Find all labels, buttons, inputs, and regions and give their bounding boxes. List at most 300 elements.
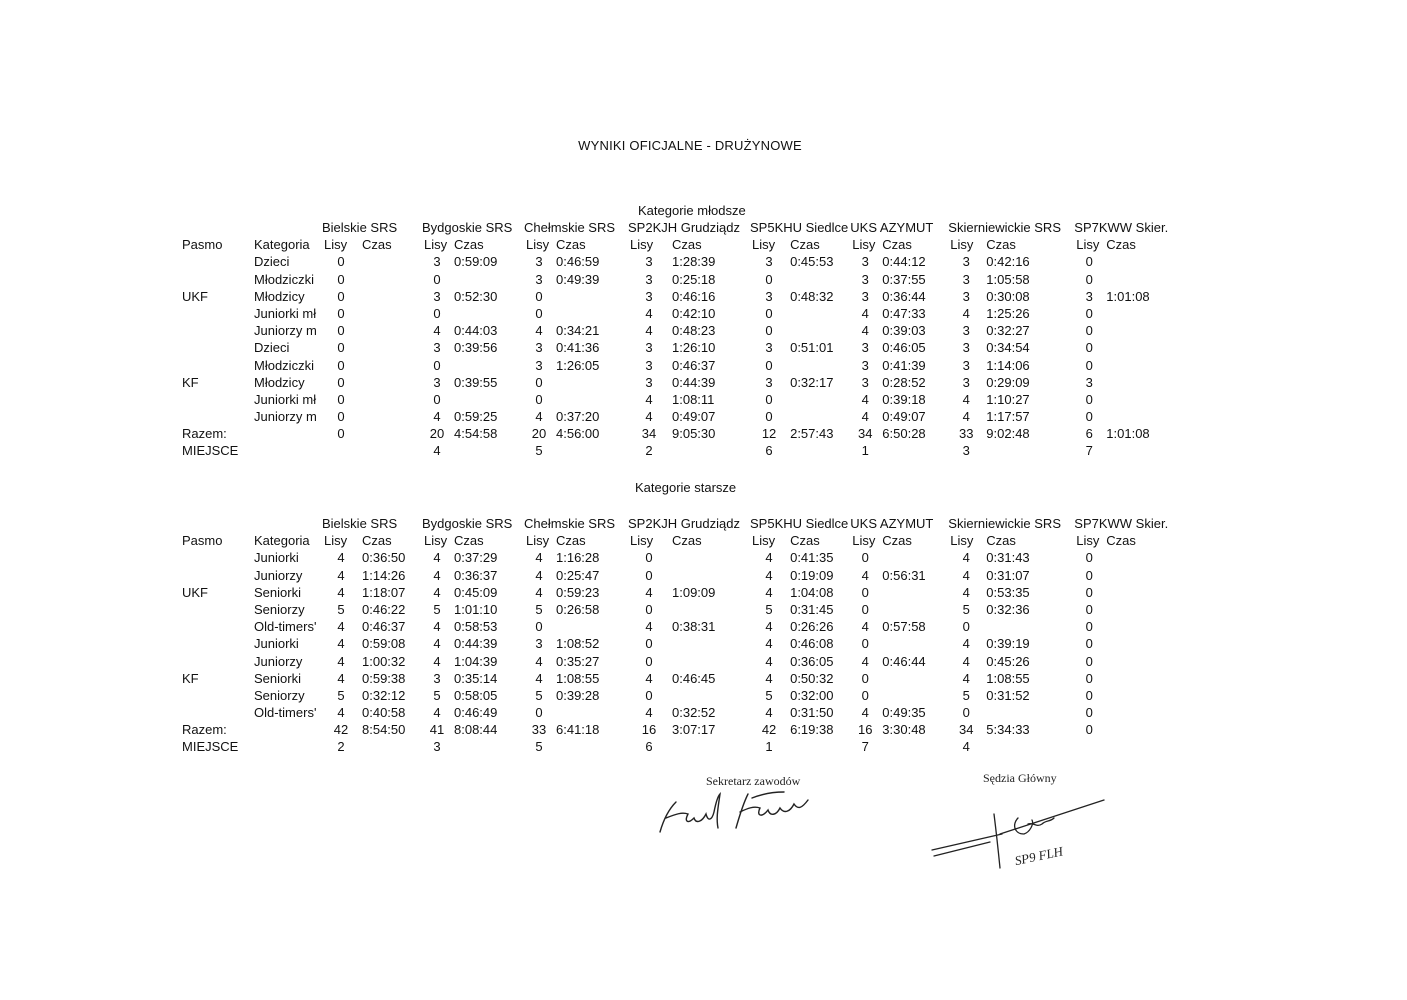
lisy-cell: 0 [1085, 323, 1093, 339]
old-results-table [180, 513, 1172, 755]
czas-cell [670, 687, 750, 704]
czas-cell: 1:04:39 [454, 653, 498, 669]
czas-cell: 0:32:00 [790, 687, 834, 703]
lisy-cell: 3 [535, 636, 543, 652]
table-row [180, 566, 1172, 583]
kategoria-cell: Seniorzy [254, 687, 305, 703]
razem-czas: 2:57:43 [790, 426, 834, 442]
czas-cell: 0:45:53 [790, 254, 834, 270]
czas-cell: 0:31:07 [986, 567, 1030, 583]
lisy-cell: 3 [433, 340, 441, 356]
kategoria-cell: Juniorzy m [254, 323, 317, 339]
czas-header: Czas [556, 533, 586, 549]
czas-cell: 1:08:52 [556, 636, 600, 652]
kategoria-cell: Old-timers' [254, 705, 317, 721]
czas-cell: 1:28:39 [672, 254, 716, 270]
razem-czas: 8:08:44 [454, 722, 498, 738]
czas-cell: 0:53:35 [986, 584, 1030, 600]
czas-cell: 1:10:27 [986, 391, 1030, 407]
czas-cell [1104, 322, 1172, 339]
lisy-cell: 0 [645, 601, 653, 617]
pasmo-cell [180, 549, 252, 566]
czas-cell: 0:51:01 [790, 340, 834, 356]
czas-cell: 0:46:37 [362, 619, 406, 635]
czas-cell: 0:58:05 [454, 687, 498, 703]
pasmo-cell: UKF [182, 288, 208, 304]
lisy-cell: 3 [765, 254, 773, 270]
czas-cell [360, 391, 422, 408]
lisy-cell: 0 [1085, 271, 1093, 287]
razem-lisy: 0 [337, 426, 345, 442]
lisy-cell: 4 [962, 653, 970, 669]
lisy-header: Lisy [950, 533, 974, 549]
team-name: Chełmskie SRS [524, 516, 616, 531]
lisy-cell: 0 [1085, 409, 1093, 425]
czas-cell: 0:36:05 [790, 653, 834, 669]
table-row [180, 270, 1172, 287]
czas-header: Czas [672, 533, 702, 549]
kategoria-cell: Seniorki [254, 670, 301, 686]
team-name: Bydgoskie SRS [422, 220, 513, 235]
lisy-cell: 3 [433, 288, 441, 304]
lisy-cell: 3 [962, 357, 970, 373]
lisy-cell: 0 [1085, 584, 1093, 600]
czas-cell: 0:39:18 [882, 391, 926, 407]
czas-header: Czas [362, 237, 392, 253]
lisy-cell: 0 [1085, 305, 1093, 321]
lisy-cell: 0 [535, 288, 543, 304]
lisy-cell: 3 [861, 271, 869, 287]
miejsce-value: 4 [433, 443, 441, 459]
table-row [180, 339, 1172, 356]
lisy-cell: 3 [861, 288, 869, 304]
razem-czas: 3:30:48 [882, 722, 926, 738]
lisy-header: Lisy [752, 237, 776, 253]
table-row [180, 374, 1172, 391]
razem-row [180, 425, 1172, 442]
razem-label: Razem: [182, 426, 227, 442]
czas-cell [670, 601, 750, 618]
czas-cell [1104, 670, 1172, 687]
lisy-cell: 4 [433, 567, 441, 583]
razem-lisy: 16 [641, 722, 657, 738]
lisy-cell: 4 [962, 584, 970, 600]
czas-cell: 0:44:03 [454, 323, 498, 339]
miejsce-value: 4 [962, 739, 970, 755]
team-name: UKS AZYMUT [850, 220, 934, 235]
pasmo-cell [180, 635, 252, 652]
razem-label: Razem: [182, 722, 227, 738]
miejsce-value: 7 [1085, 443, 1093, 459]
czas-header: Czas [1106, 237, 1136, 253]
pasmo-cell [180, 339, 252, 356]
pasmo-cell [180, 408, 252, 425]
lisy-cell: 3 [1085, 288, 1093, 304]
lisy-header: Lisy [752, 533, 776, 549]
miejsce-value: 3 [962, 443, 970, 459]
pasmo-cell [180, 305, 252, 322]
spacer-cell [1104, 738, 1172, 755]
miejsce-value: 6 [765, 443, 773, 459]
czas-cell: 0:30:08 [986, 288, 1030, 304]
czas-cell: 0:25:18 [672, 271, 716, 287]
lisy-cell: 0 [861, 670, 869, 686]
kategoria-header: Kategoria [254, 533, 310, 549]
czas-cell: 0:58:53 [454, 619, 498, 635]
lisy-cell: 3 [645, 271, 653, 287]
lisy-cell: 0 [337, 254, 345, 270]
lisy-cell: 0 [535, 391, 543, 407]
lisy-cell: 4 [535, 670, 543, 686]
lisy-cell: 0 [433, 391, 441, 407]
razem-lisy: 41 [429, 722, 445, 738]
spacer-cell [252, 425, 322, 442]
lisy-cell: 4 [861, 305, 869, 321]
lisy-cell: 0 [337, 288, 345, 304]
lisy-cell: 4 [765, 619, 773, 635]
czas-cell [880, 687, 948, 704]
spacer-cell [554, 442, 628, 459]
kategoria-cell: Seniorki [254, 584, 301, 600]
lisy-header: Lisy [950, 237, 974, 253]
czas-cell: 0:32:12 [362, 687, 406, 703]
czas-cell [788, 391, 850, 408]
lisy-cell: 4 [645, 323, 653, 339]
czas-cell [452, 270, 524, 287]
pasmo-cell [180, 618, 252, 635]
lisy-cell: 4 [861, 567, 869, 583]
lisy-cell: 4 [962, 567, 970, 583]
pasmo-cell [180, 687, 252, 704]
lisy-cell: 4 [433, 619, 441, 635]
lisy-cell: 3 [645, 357, 653, 373]
spacer-cell [360, 442, 422, 459]
lisy-cell: 4 [337, 567, 345, 583]
czas-cell [880, 584, 948, 601]
lisy-cell: 4 [861, 619, 869, 635]
team-name: SP5KHU Siedlce [750, 220, 849, 235]
razem-row [180, 721, 1172, 738]
czas-header: Czas [454, 533, 484, 549]
razem-lisy: 42 [333, 722, 349, 738]
czas-cell [1104, 391, 1172, 408]
czas-cell: 0:34:21 [556, 323, 600, 339]
czas-cell: 0:36:37 [454, 567, 498, 583]
lisy-cell: 4 [535, 550, 543, 566]
kategoria-cell: Juniorki mł [254, 305, 317, 321]
czas-header: Czas [454, 237, 484, 253]
lisy-cell: 5 [433, 601, 441, 617]
razem-lisy: 16 [858, 722, 873, 738]
czas-cell [1104, 652, 1172, 669]
lisy-cell: 0 [337, 271, 345, 287]
lisy-cell: 0 [1085, 670, 1093, 686]
czas-cell [984, 704, 1074, 721]
razem-lisy: 42 [761, 722, 777, 738]
czas-cell: 0:39:28 [556, 687, 600, 703]
lisy-cell: 0 [861, 601, 869, 617]
czas-cell [1104, 339, 1172, 356]
czas-cell: 0:26:58 [556, 601, 600, 617]
spacer-cell [452, 738, 524, 755]
czas-header: Czas [882, 533, 912, 549]
lisy-cell: 4 [337, 584, 345, 600]
razem-czas: 6:19:38 [790, 722, 834, 738]
czas-cell [788, 356, 850, 373]
lisy-cell: 4 [861, 391, 869, 407]
czas-cell: 0:48:32 [790, 288, 834, 304]
czas-cell [1104, 305, 1172, 322]
lisy-cell: 4 [433, 409, 441, 425]
old-categories-caption: Kategorie starsze [635, 480, 737, 495]
czas-cell: 0:41:35 [790, 550, 834, 566]
lisy-cell: 4 [645, 391, 653, 407]
czas-cell [360, 288, 422, 305]
czas-cell [1104, 270, 1172, 287]
young-categories-caption: Kategorie młodsze [638, 203, 746, 218]
kategoria-cell: Dzieci [254, 340, 290, 356]
miejsce-value: 3 [433, 739, 441, 755]
pasmo-cell [180, 356, 252, 373]
miejsce-value: 7 [861, 739, 869, 755]
column-header-row [180, 236, 1172, 253]
kategoria-cell: Old-timers' [254, 619, 317, 635]
razem-czas: 9:02:48 [986, 426, 1030, 442]
lisy-cell: 4 [765, 653, 773, 669]
czas-cell: 1:14:26 [362, 567, 406, 583]
razem-lisy: 34 [641, 426, 657, 442]
czas-cell: 1:01:10 [454, 601, 498, 617]
lisy-header: Lisy [424, 533, 448, 549]
miejsce-value: 6 [645, 739, 653, 755]
czas-cell: 0:39:03 [882, 323, 926, 339]
table-row [180, 601, 1172, 618]
pasmo-cell [180, 253, 252, 270]
lisy-cell: 4 [861, 653, 869, 669]
czas-cell [360, 253, 422, 270]
lisy-cell: 0 [337, 357, 345, 373]
team-header-row [180, 513, 1172, 532]
czas-cell: 0:37:20 [556, 409, 600, 425]
razem-lisy: 0 [1085, 722, 1093, 738]
lisy-cell: 0 [765, 357, 773, 373]
czas-cell: 0:35:27 [556, 653, 600, 669]
table-row [180, 584, 1172, 601]
lisy-cell: 0 [337, 409, 345, 425]
czas-cell [1104, 704, 1172, 721]
lisy-cell: 0 [337, 323, 345, 339]
czas-cell [1104, 253, 1172, 270]
czas-cell: 0:47:33 [882, 305, 926, 321]
miejsce-label: MIEJSCE [182, 739, 239, 755]
czas-cell [880, 670, 948, 687]
czas-cell: 0:49:35 [882, 705, 926, 721]
czas-cell [1104, 408, 1172, 425]
table-row [180, 704, 1172, 721]
czas-cell [554, 704, 628, 721]
czas-cell: 0:32:36 [986, 601, 1030, 617]
czas-cell: 0:40:58 [362, 705, 406, 721]
lisy-cell: 0 [433, 271, 441, 287]
spacer-cell [252, 513, 322, 532]
czas-cell [984, 618, 1074, 635]
lisy-cell: 0 [1085, 636, 1093, 652]
lisy-cell: 0 [1085, 254, 1093, 270]
lisy-cell: 3 [535, 340, 543, 356]
lisy-cell: 4 [861, 409, 869, 425]
czas-cell: 0:25:47 [556, 567, 600, 583]
czas-cell [360, 356, 422, 373]
czas-cell: 0:42:10 [672, 305, 716, 321]
table-row [180, 391, 1172, 408]
czas-cell [670, 566, 750, 583]
czas-cell: 0:49:39 [556, 271, 600, 287]
pasmo-header: Pasmo [182, 237, 223, 253]
spacer-cell [252, 738, 322, 755]
lisy-cell: 5 [765, 687, 773, 703]
razem-czas: 4:54:58 [454, 426, 498, 442]
pasmo-cell [180, 270, 252, 287]
table-row [180, 635, 1172, 652]
lisy-cell: 4 [962, 636, 970, 652]
czas-cell: 0:34:54 [986, 340, 1030, 356]
razem-czas: 9:05:30 [672, 426, 716, 442]
czas-cell: 0:49:07 [882, 409, 926, 425]
lisy-cell: 4 [433, 636, 441, 652]
lisy-header: Lisy [526, 237, 550, 253]
lisy-cell: 3 [861, 357, 869, 373]
table-row [180, 322, 1172, 339]
young-results-table [180, 217, 1172, 459]
pasmo-cell [180, 566, 252, 583]
czas-cell: 1:08:55 [986, 670, 1030, 686]
razem-lisy: 6 [1085, 426, 1093, 442]
lisy-cell: 0 [337, 374, 345, 390]
czas-cell [670, 635, 750, 652]
czas-cell [1104, 687, 1172, 704]
czas-cell: 1:26:05 [556, 357, 600, 373]
pasmo-cell: KF [182, 670, 199, 686]
lisy-cell: 4 [765, 670, 773, 686]
kategoria-cell: Młodziczki [254, 357, 314, 373]
lisy-cell: 4 [433, 584, 441, 600]
czas-cell [360, 339, 422, 356]
lisy-cell: 5 [535, 687, 543, 703]
lisy-cell: 4 [337, 670, 345, 686]
czas-cell: 0:48:23 [672, 323, 716, 339]
lisy-cell: 0 [1085, 567, 1093, 583]
lisy-cell: 5 [765, 601, 773, 617]
lisy-cell: 4 [535, 584, 543, 600]
spacer-cell [1104, 442, 1172, 459]
czas-cell [554, 288, 628, 305]
lisy-cell: 0 [765, 391, 773, 407]
czas-cell: 1:08:11 [672, 391, 715, 407]
lisy-cell: 5 [962, 601, 970, 617]
czas-cell: 1:00:32 [362, 653, 406, 669]
spacer-cell [252, 217, 322, 236]
razem-lisy: 33 [959, 426, 974, 442]
lisy-cell: 3 [861, 340, 869, 356]
czas-header: Czas [986, 237, 1016, 253]
czas-header: Czas [362, 533, 392, 549]
lisy-cell: 0 [861, 584, 869, 600]
lisy-header: Lisy [324, 237, 348, 253]
lisy-cell: 0 [433, 357, 441, 373]
czas-cell: 0:46:16 [672, 288, 716, 304]
czas-cell [1104, 584, 1172, 601]
czas-cell: 0:49:07 [672, 409, 716, 425]
lisy-cell: 0 [337, 340, 345, 356]
razem-czas: 6:50:28 [882, 426, 926, 442]
miejsce-value: 2 [337, 739, 345, 755]
razem-lisy: 34 [959, 722, 974, 738]
team-name: Skierniewickie SRS [948, 516, 1061, 531]
judge-handwriting: SP9 FLH [1013, 843, 1065, 869]
czas-cell: 0:44:39 [454, 636, 498, 652]
table-row [180, 408, 1172, 425]
czas-cell [788, 408, 850, 425]
czas-cell: 1:16:28 [556, 550, 600, 566]
miejsce-value: 2 [645, 443, 653, 459]
team-name: Bielskie SRS [322, 516, 398, 531]
lisy-cell: 0 [1085, 687, 1093, 703]
lisy-cell: 0 [535, 374, 543, 390]
czas-cell [554, 391, 628, 408]
czas-header: Czas [672, 237, 702, 253]
kategoria-cell: Juniorzy [254, 653, 303, 669]
spacer-cell [670, 442, 750, 459]
czas-cell: 1:14:06 [986, 357, 1030, 373]
czas-cell: 1:26:10 [672, 340, 716, 356]
lisy-cell: 3 [765, 374, 773, 390]
lisy-cell: 4 [765, 705, 773, 721]
czas-cell: 0:37:55 [882, 271, 926, 287]
lisy-header: Lisy [324, 533, 348, 549]
czas-cell [670, 652, 750, 669]
lisy-cell: 0 [861, 636, 869, 652]
czas-cell: 0:39:56 [454, 340, 498, 356]
team-name: Skierniewickie SRS [948, 220, 1061, 235]
czas-cell [360, 305, 422, 322]
czas-cell [880, 549, 948, 566]
pasmo-cell: UKF [182, 584, 208, 600]
team-name: SP5KHU Siedlce [750, 516, 849, 531]
lisy-cell: 3 [645, 340, 653, 356]
table-row [180, 288, 1172, 305]
czas-cell: 0:46:44 [882, 653, 926, 669]
lisy-cell: 0 [337, 391, 345, 407]
czas-cell: 0:44:39 [672, 374, 716, 390]
lisy-cell: 4 [962, 391, 970, 407]
czas-cell: 0:32:52 [672, 705, 716, 721]
lisy-cell: 4 [645, 305, 653, 321]
spacer-cell [180, 513, 252, 532]
lisy-cell: 4 [765, 550, 773, 566]
lisy-cell: 5 [962, 687, 970, 703]
spacer-cell [252, 721, 322, 738]
czas-cell [1104, 374, 1172, 391]
lisy-cell: 0 [962, 619, 970, 635]
razem-czas [1104, 721, 1172, 738]
czas-cell: 1:18:07 [362, 584, 406, 600]
lisy-cell: 0 [1085, 705, 1093, 721]
lisy-cell: 0 [337, 305, 345, 321]
miejsce-value: 5 [535, 739, 543, 755]
czas-cell: 1:05:58 [986, 271, 1030, 287]
razem-czas: 3:07:17 [672, 722, 716, 738]
lisy-cell: 4 [645, 705, 653, 721]
